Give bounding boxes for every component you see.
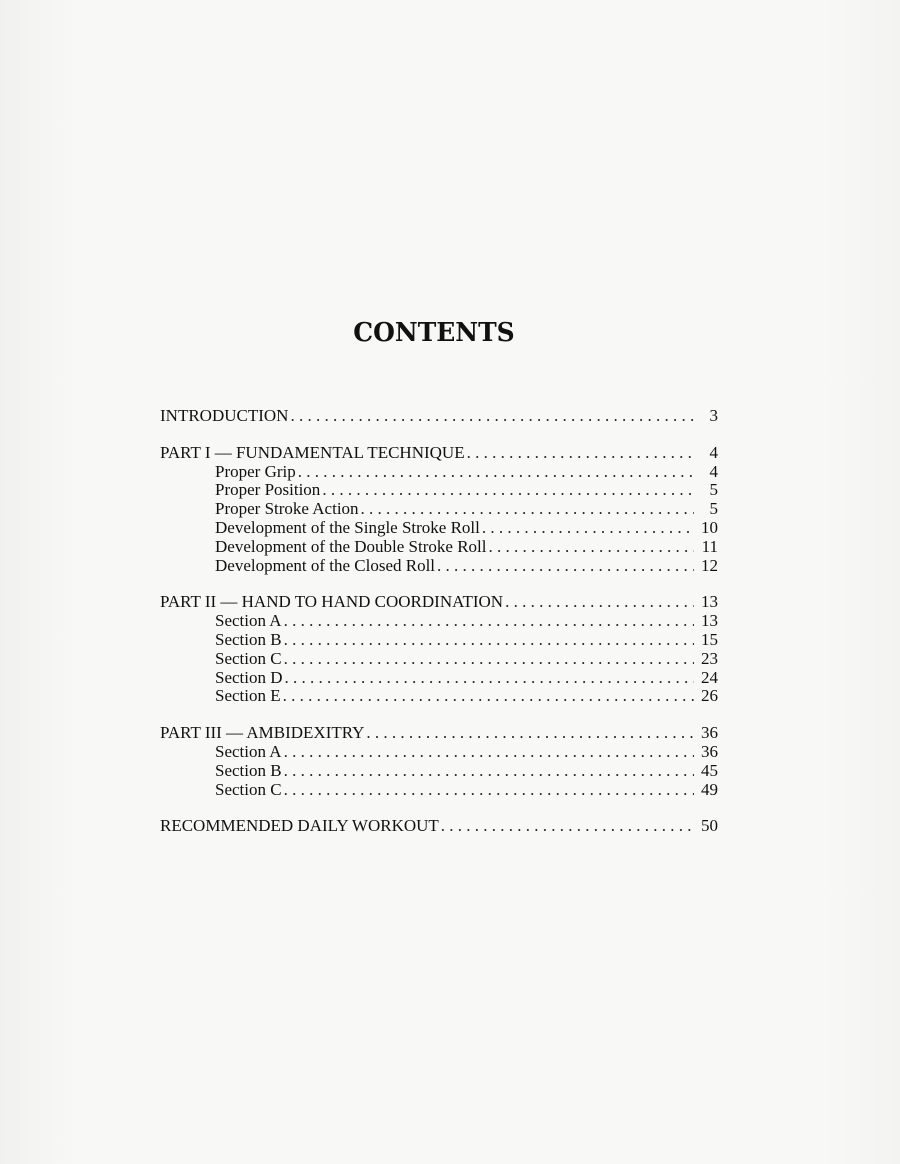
dot-leader [296,463,694,482]
toc-entry-introduction [160,407,718,426]
toc-entry-label: PART I — FUNDAMENTAL TECHNIQUE [160,443,465,462]
toc-entry-page: 10 [701,518,718,537]
toc-entry-page: 11 [701,537,718,556]
dot-leader [282,743,694,762]
toc-entry-page: 13 [701,612,718,631]
toc-entry-label: Section E [215,687,281,706]
toc-entry-page: 5 [709,481,718,500]
dot-leader [288,407,694,426]
toc-entry-part-2-section-c [160,650,718,669]
toc-entry-label: RECOMMENDED DAILY WORKOUT [160,817,439,836]
toc-entry-page: 45 [701,761,718,780]
toc-entry-label: Section C [215,649,282,668]
toc-entry-page: 4 [709,462,718,481]
toc-entry-proper-stroke-action [160,500,718,519]
toc-entry-label: Development of the Closed Roll [215,556,436,575]
toc-entry-page: 36 [701,742,718,761]
toc-entry-label: Section A [215,742,282,761]
dot-leader [282,781,694,800]
toc-entry-page: 24 [701,668,718,687]
toc-entry-label: Section B [215,630,282,649]
toc-entry-part-2-section-b [160,631,718,650]
toc-entry-part-3-section-c [160,781,718,800]
dot-leader [359,500,694,519]
toc-entry-part-3-section-b [160,762,718,781]
toc-entry-page: 3 [709,407,718,425]
toc-entry-page: 49 [701,780,718,799]
toc-entry-page: 50 [701,817,718,836]
dot-leader [480,519,694,538]
dot-leader [283,669,694,688]
toc-entry-label: Section C [215,780,282,799]
toc-entry-proper-position [160,481,718,500]
dot-leader [465,444,694,463]
toc-entry-label: PART III — AMBIDEXITRY [160,724,365,743]
toc-entry-label: Development of the Double Stroke Roll [215,537,487,556]
toc-entry-label: Proper Grip [215,462,296,481]
toc-entry-part-3 [160,724,718,743]
dot-leader [282,631,694,650]
toc-entry-page: 36 [701,724,718,743]
toc-entry-double-stroke-roll [160,538,718,557]
toc-entry-closed-roll [160,557,718,576]
page-title: CONTENTS [353,318,515,348]
toc-entry-label: Proper Position [215,481,321,500]
toc-entry-page: 4 [709,443,718,462]
dot-leader [435,557,694,576]
table-of-contents [160,407,718,836]
dot-leader [282,762,694,781]
toc-entry-label: PART II — HAND TO HAND COORDINATION [160,593,504,612]
toc-entry-part-1 [160,444,718,463]
dot-leader [282,612,694,631]
toc-entry-proper-grip [160,463,718,482]
dot-leader [320,481,694,500]
toc-entry-label: Development of the Single Stroke Roll [215,518,480,537]
dot-leader [439,817,694,836]
toc-entry-page: 23 [701,649,718,668]
toc-entry-page: 12 [701,556,718,575]
toc-entry-part-2-section-d [160,669,718,688]
dot-leader [282,650,694,669]
toc-entry-part-2-section-e [160,687,718,706]
toc-entry-page: 13 [701,593,718,612]
toc-entry-label: Section D [215,668,283,687]
toc-entry-single-stroke-roll [160,519,718,538]
dot-leader [486,538,694,557]
toc-entry-label: INTRODUCTION [160,407,289,425]
dot-leader [281,687,694,706]
toc-entry-daily-workout [160,817,718,836]
toc-entry-part-3-section-a [160,743,718,762]
toc-entry-page: 5 [709,500,718,519]
toc-entry-label: Section B [215,761,282,780]
dot-leader [503,593,694,612]
toc-entry-page: 15 [701,630,718,649]
dot-leader [364,724,694,743]
toc-entry-label: Proper Stroke Action [215,500,359,519]
toc-entry-page: 26 [701,687,718,706]
toc-entry-part-2-section-a [160,612,718,631]
toc-entry-part-2 [160,593,718,612]
toc-entry-label: Section A [215,612,282,631]
